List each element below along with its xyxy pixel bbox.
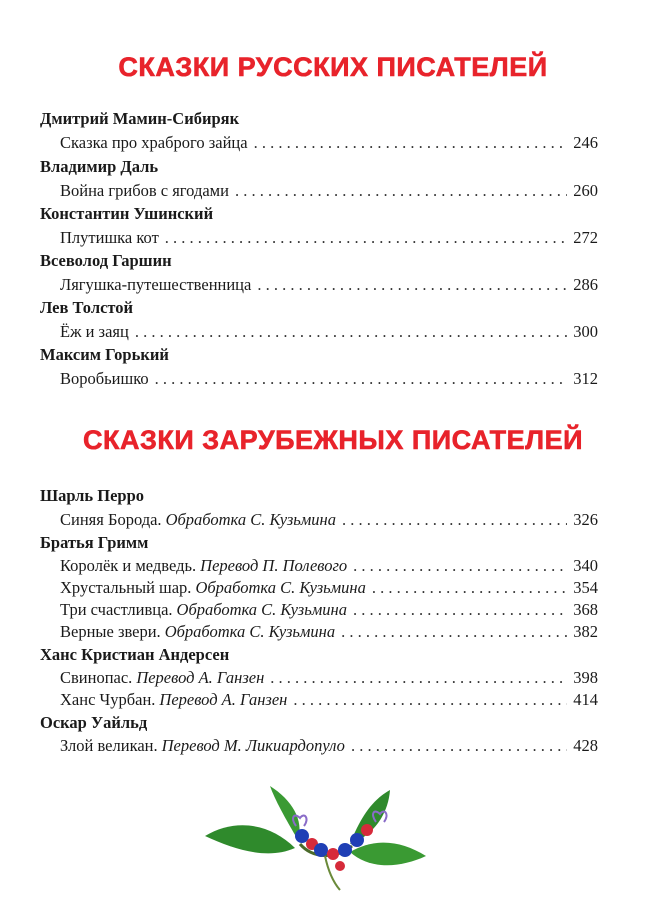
dot-leader [351,736,567,756]
entry-title: Верные звери. [60,622,161,641]
entry-title: Сказка про храброго зайца [60,133,248,152]
berry-icon [314,843,328,857]
page-number: 354 [573,578,598,597]
page-number: 260 [573,181,598,200]
leaf-right-low-icon [350,843,426,866]
entry-title: Воробьишко [60,369,149,388]
entry-note: Обработка С. Кузьмина [165,510,336,529]
toc-entry[interactable] [60,369,598,389]
toc-entry[interactable] [60,736,598,756]
leaf-left-icon [205,825,295,853]
berry-icon [327,848,339,860]
entry-title: Три счастливца. [60,600,173,619]
entry-title: Королёк и медведь. [60,556,197,575]
entry-title: Лягушка-путешественница [60,275,252,294]
toc-entry[interactable] [60,181,598,201]
author-andersen: Ханс Кристиан Андерсен [40,645,230,664]
dot-leader [372,578,567,598]
author-dal: Владимир Даль [40,157,159,176]
author-ushinsky: Константин Ушинский [40,204,214,223]
dot-leader [254,133,568,153]
dot-leader [235,181,567,201]
entry-note: Обработка С. Кузьмина [195,578,366,597]
toc-entry[interactable] [60,322,598,342]
entry-note: Перевод А. Ганзен [159,690,288,709]
dot-leader [353,600,567,620]
page-number: 368 [573,600,598,619]
berry-icon [338,843,352,857]
page-number: 272 [573,228,598,247]
author-gorky: Максим Горький [40,345,169,364]
dot-leader [353,556,567,576]
entry-note: Обработка С. Кузьмина [164,622,336,641]
berry-icon [361,824,373,836]
entry-title: Ханс Чурбан. [60,690,156,709]
toc-entry[interactable] [60,690,598,710]
section-title-foreign: СКАЗКИ ЗАРУБЕЖНЫХ ПИСАТЕЛЕЙ [82,425,584,455]
entry-note: Перевод А. Ганзен [136,668,265,687]
berry-icon [350,833,364,847]
entry-title: Синяя Борода. [60,510,162,529]
toc-entry[interactable] [60,600,598,620]
entry-title: Злой великан. [60,736,158,755]
toc-entry[interactable] [60,578,598,598]
berry-leaf-ornament-icon [200,778,430,893]
author-grimm: Братья Гримм [40,533,149,552]
dot-leader [270,668,567,688]
stem-down-icon [325,856,340,890]
section-title-russian: СКАЗКИ РУССКИХ ПИСАТЕЛЕЙ [118,52,548,82]
page-number: 382 [573,622,598,641]
entry-note: Перевод М. Ликиардопуло [161,736,345,755]
toc-entry[interactable] [60,668,598,688]
toc-entry[interactable] [60,133,598,153]
dot-leader [293,690,567,710]
toc-entry[interactable] [60,228,598,248]
entry-title: Плутишка кот [60,228,159,247]
author-perrault: Шарль Перро [40,486,145,505]
entry-title: Свинопас. [60,668,133,687]
entry-title: Хрустальный шар. [60,578,192,597]
dot-leader [155,369,568,389]
dot-leader [257,275,567,295]
toc-entry[interactable] [60,622,598,642]
page-number: 300 [573,322,598,341]
page-number: 398 [573,668,598,687]
page-number: 414 [573,690,598,709]
page-number: 326 [573,510,598,529]
toc-entry[interactable] [60,275,598,295]
entry-note: Обработка С. Кузьмина [176,600,347,619]
toc-entry[interactable] [60,510,598,530]
leaf-left-up-icon [270,786,300,840]
page-number: 340 [573,556,598,575]
dot-leader [135,322,567,342]
author-garshin: Всеволод Гаршин [40,251,172,270]
page-number: 246 [573,133,598,152]
page-number: 312 [573,369,598,388]
author-tolstoy: Лев Толстой [40,298,134,317]
entry-title: Война грибов с ягодами [60,181,229,200]
page-number: 286 [573,275,598,294]
author-wilde: Оскар Уайльд [40,713,148,732]
entry-note: Перевод П. Полевого [200,556,348,575]
entry-title: Ёж и заяц [60,322,129,341]
dot-leader [342,510,567,530]
author-mamin-sibiryak: Дмитрий Мамин-Сибиряк [40,109,240,128]
page-number: 428 [573,736,598,755]
dot-leader [165,228,567,248]
berry-icon [335,861,345,871]
dot-leader [341,622,567,642]
toc-entry[interactable] [60,556,598,576]
